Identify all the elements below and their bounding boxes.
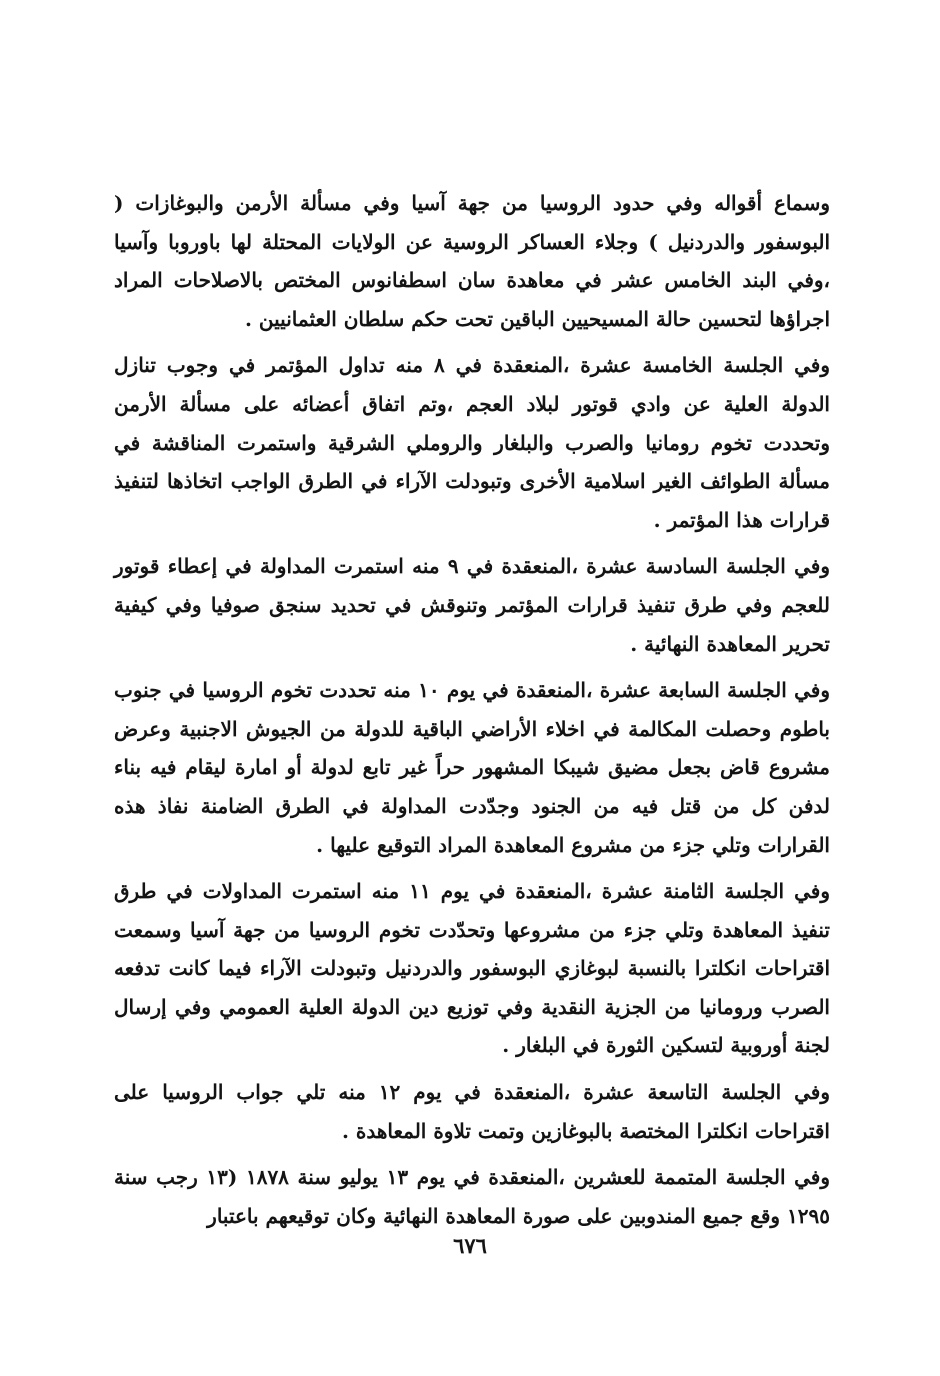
paragraph-5: وفي الجلسة الثامنة عشرة ،المنعقدة في يوم ١١ منه استمرت المداولات في طرق تنفيذ المعاهدة وتلي جزء من مشروعها وتحدّدت تخوم الروسيا من جهة آسيا وسمعت اقتراحات انكلترا بالنسبة لبوغازي البوسفور والدردنيل وتبودلت الآراء فيما كانت تدفعه الصرب ورومانيا من الجزية النقدية وفي توزيع دين الدولة العلية العمومي وفي إرسال لجنة أوروبية لتسكين الثورة في البلغار . <box>114 879 831 1058</box>
body-text <box>114 184 830 1243</box>
page-number: ٦٧٦ <box>453 1233 487 1258</box>
paragraph-6: وفي الجلسة التاسعة عشرة ،المنعقدة في يوم ١٢ منه تلي جواب الروسيا على اقتراحات انكلترا المختصة بالبوغازين وتمت تلاوة المعاهدة . <box>114 1080 830 1143</box>
paragraph-2: وفي الجلسة الخامسة عشرة ،المنعقدة في ٨ منه تداول المؤتمر في وجوب تنازل الدولة العلية عن وادي قوتور لبلاد العجم ،وتم اتفاق أعضائه على مسألة الأرمن وتحددت تخوم رومانيا والصرب والبلغار والروملي الشرقية واستمرت المناقشة في مسألة الطوائف الغير اسلامية الأخرى وتبودلت الآراء في الطرق الواجب اتخاذها لتنفيذ قرارات هذا المؤتمر . <box>114 353 830 532</box>
paragraph-1: وسماع أقواله وفي حدود الروسيا من جهة آسيا وفي مسألة الأرمن والبوغازات ( البوسفور والدردنيل ) وجلاء العساكر الروسية عن الولايات المحتلة لها باوروبا وآسيا ،وفي البند الخامس عشر في معاهدة سان اسطفانوس المختص بالاصلاحات المراد اجراؤها لتحسين حالة المسيحيين الباقين تحت حكم سلطان العثمانيين . <box>114 191 830 331</box>
paragraph-7: وفي الجلسة المتممة للعشرين ،المنعقدة في يوم ١٣ يوليو سنة ١٨٧٨ (١٣ رجب سنة ١٢٩٥ وقع جميع المندوبين على صورة المعاهدة النهائية وكان توقيعهم باعتبار <box>114 1165 831 1228</box>
paragraph-3: وفي الجلسة السادسة عشرة ،المنعقدة في ٩ منه استمرت المداولة في إعطاء قوتور للعجم وفي طرق تنفيذ قرارات المؤتمر وتنوقش في تحديد سنجق صوفيا وفي كيفية تحرير المعاهدة النهائية . <box>114 554 830 656</box>
paragraph-4: وفي الجلسة السابعة عشرة ،المنعقدة في يوم ١٠ منه تحددت تخوم الروسيا في جنوب باطوم وحصلت المكالمة في اخلاء الأراضي الباقية للدولة من الجيوش الاجنبية وعرض مشروع قاض بجعل مضيق شيبكا المشهور حراً غير تابع لدولة أو امارة ليقام فيه بناء لدفن كل من قتل فيه من الجنود وجدّدت المداولة في الطرق الضامنة نفاذ هذه القرارات وتلي جزء من مشروع المعاهدة المراد التوقيع عليها . <box>114 678 830 857</box>
